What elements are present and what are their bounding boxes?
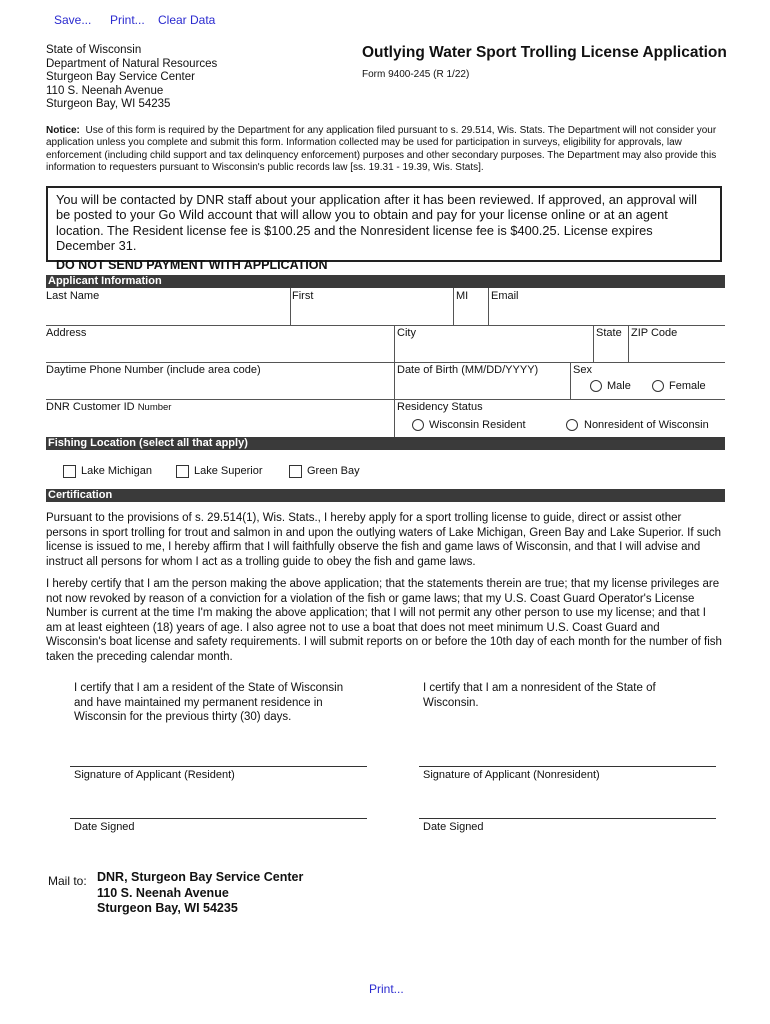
nonresident-certification: I certify that I am a nonresident of the State of Wisconsin. (423, 682, 656, 709)
phone-label: Daytime Phone Number (include area code) (46, 364, 261, 376)
green-bay-label: Green Bay (307, 465, 360, 477)
state-input[interactable] (596, 340, 626, 362)
divider (488, 288, 489, 326)
date-line (419, 818, 716, 819)
zip-input[interactable] (631, 340, 723, 362)
certification-paragraph-2: I hereby certify that I am the person making the above application; that the statements therein are true; that my license privileges are not now revoked by reason of a conviction for a violation of the fish or game laws; that my U.S. Coast Guard Operator's License Number is current at the time I'm making the above application; that I will not permit any other person to use my license; and that I am at least eighteen (18) years of age. I also agree not to use a boat that does not meet minimum U.S. Coast Guard and Wisconsin's boat license and safety requirements. I will submit reports on or before the 10th day of each month for the number of fish taken the preceding calendar month. (46, 578, 722, 663)
mi-label: MI (456, 290, 469, 302)
divider (628, 325, 629, 363)
resident-certification: I certify that I am a resident of the State of Wisconsin and have maintained my permanent residence in Wisconsin for the previous thirty (30) days. (74, 682, 344, 724)
customer-id-text: DNR Customer ID (46, 401, 135, 413)
nonresident-signature-field[interactable] (419, 738, 716, 766)
agency-line: Sturgeon Bay, WI 54235 (46, 98, 171, 110)
residency-label: Residency Status (397, 401, 483, 413)
female-radio[interactable] (652, 380, 664, 392)
address-label: Address (46, 327, 87, 339)
divider (453, 288, 454, 326)
signature-line (70, 766, 367, 767)
phone-input[interactable] (46, 377, 393, 399)
date-line (70, 818, 367, 819)
customer-id-label (46, 401, 171, 413)
last-name-input[interactable] (46, 303, 289, 325)
female-label: Female (669, 380, 706, 392)
nonresident-date-label: Date Signed (423, 821, 484, 833)
male-label: Male (607, 380, 631, 392)
divider (570, 362, 571, 400)
notice-label: Notice: (46, 125, 80, 136)
resident-radio[interactable] (412, 419, 424, 431)
agency-line: Sturgeon Bay Service Center (46, 71, 195, 83)
lake-superior-checkbox[interactable] (176, 465, 189, 478)
resident-signature-label: Signature of Applicant (Resident) (74, 769, 235, 781)
info-message: You will be contacted by DNR staff about your application after it has been reviewed. If approved, an approval will be posted to your Go Wild account that will allow you to obtain and pay for your license online or at an agent location. The Resident license fee is $100.25 and the Nonresident license fee is $400.25. License expires December 31. (56, 192, 697, 253)
divider (394, 399, 395, 437)
agency-line: Department of Natural Resources (46, 57, 218, 70)
customer-id-input[interactable] (46, 414, 393, 436)
divider (394, 325, 395, 363)
city-input[interactable] (397, 340, 591, 362)
lake-michigan-label: Lake Michigan (81, 465, 152, 477)
clear-data-link[interactable]: Clear Data (158, 13, 216, 27)
resident-date-label: Date Signed (74, 821, 135, 833)
mailing-address (97, 870, 303, 917)
certification-paragraph-1: Pursuant to the provisions of s. 29.514(1), Wis. Stats., I hereby apply for a sport trolling license to guide, direct or assist other persons in sport trolling for trout and salmon in and upon the outlying waters of Lake Michigan, Green Bay and Lake Superior. If such license is issued to me, I hereby affirm that I will faithfully observe the fish and game laws of Wisconsin, and that I will advise and instruct all persons for whom I act as a trolling guide to obey the fish and game laws. (46, 512, 722, 568)
lake-michigan-checkbox[interactable] (63, 465, 76, 478)
applicant-section-header: Applicant Information (46, 275, 725, 288)
sex-label: Sex (573, 364, 592, 376)
divider (394, 362, 395, 400)
customer-id-suffix: Number (137, 402, 172, 413)
address-input[interactable] (46, 340, 393, 362)
nonresident-signature-label: Signature of Applicant (Nonresident) (423, 769, 600, 781)
nonresident-label: Nonresident of Wisconsin (584, 419, 709, 431)
payment-warning: DO NOT SEND PAYMENT WITH APPLICATION (56, 258, 328, 273)
male-radio[interactable] (590, 380, 602, 392)
certification-section-header: Certification (46, 489, 725, 502)
dob-label: Date of Birth (MM/DD/YYYY) (397, 364, 539, 376)
info-box (46, 186, 722, 273)
mi-input[interactable] (456, 303, 486, 325)
print-link[interactable]: Print... (110, 13, 145, 27)
fishing-section-header: Fishing Location (select all that apply) (46, 437, 725, 450)
zip-label: ZIP Code (631, 327, 678, 339)
agency-line: State of Wisconsin (46, 44, 142, 56)
resident-date-field[interactable] (70, 790, 367, 818)
nonresident-date-field[interactable] (419, 790, 716, 818)
first-name-label: First (292, 290, 314, 302)
notice-text (46, 125, 726, 175)
green-bay-checkbox[interactable] (289, 465, 302, 478)
lake-superior-label: Lake Superior (194, 465, 263, 477)
resident-signature-field[interactable] (70, 738, 367, 766)
footer-print-link[interactable]: Print... (369, 982, 404, 996)
row-divider (46, 325, 725, 326)
nonresident-radio[interactable] (566, 419, 578, 431)
form-number: Form 9400-245 (R 1/22) (362, 69, 470, 80)
row-divider (46, 399, 725, 400)
mail-line: Sturgeon Bay, WI 54235 (97, 901, 238, 915)
last-name-label: Last Name (46, 290, 100, 302)
row-divider (46, 362, 725, 363)
divider (593, 325, 594, 363)
save-link[interactable]: Save... (54, 13, 92, 27)
mail-line: 110 S. Neenah Avenue (97, 885, 229, 900)
divider (290, 288, 291, 326)
resident-label: Wisconsin Resident (429, 419, 526, 431)
form-title: Outlying Water Sport Trolling License Application (362, 44, 727, 61)
mail-line: DNR, Sturgeon Bay Service Center (97, 870, 304, 884)
agency-line: 110 S. Neenah Avenue (46, 84, 164, 97)
state-label: State (596, 327, 622, 339)
city-label: City (397, 327, 416, 339)
agency-address (46, 44, 217, 112)
dob-input[interactable] (397, 377, 569, 399)
email-label: Email (491, 290, 519, 302)
first-name-input[interactable] (292, 303, 452, 325)
notice-body: Use of this form is required by the Department for any application filed pursuant to s. 29.514, Wis. Stats. The Department will not consider your application unless you complete and submit this form. Information collected may be used for participation in surveys, eligibility for approvals, law enforcement (including child support and tax delinquency enforcement) purposes and other secondary purposes. The Department may also provide this information to requesters pursuant to Wisconsin's public records law [ss. 19.31 - 19.39, Wis. Stats]. (46, 125, 717, 174)
signature-line (419, 766, 716, 767)
email-input[interactable] (491, 303, 723, 325)
mail-to-label: Mail to: (48, 874, 87, 888)
